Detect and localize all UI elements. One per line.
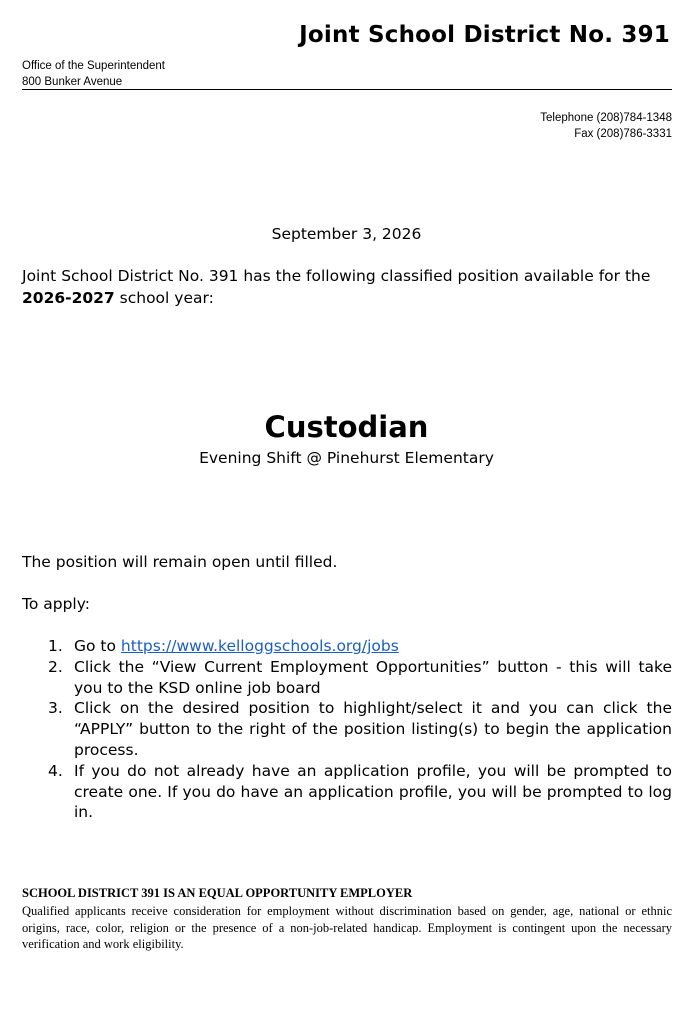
step-number: 4. [48,761,63,780]
school-year: 2026-2027 [22,289,115,307]
telephone: Telephone (208)784-1348 [540,112,672,124]
eeo-title: SCHOOL DISTRICT 391 IS AN EQUAL OPPORTUNITY EMPLOYER [22,886,413,900]
list-item [22,761,672,823]
office-address [22,58,165,90]
office-line: Office of the Superintendent [22,60,165,72]
jobs-link[interactable]: https://www.kelloggschools.org/jobs [120,637,399,655]
step-number: 2. [48,657,63,676]
list-item [22,698,672,760]
fax: Fax (208)786-3331 [574,128,672,140]
district-title: Joint School District No. 391 [299,22,670,48]
intro-paragraph [22,265,672,309]
step-text: Go to [74,637,121,655]
step-text: Click the “View Current Employment Opportunities” button - this will take you to the KSD online job board [74,657,672,697]
apply-heading: To apply: [22,595,90,613]
intro-text-end: school year: [114,289,214,307]
step-text: Click on the desired position to highlight/select it and you can click the “APPLY” button to the right of the position listing(s) to begin the application process. [74,699,672,759]
apply-steps [22,636,672,823]
intro-text: Joint School District No. 391 has the following classified position available for the [22,267,651,285]
step-number: 3. [48,699,63,718]
list-item [22,636,672,657]
step-number: 1. [48,637,63,655]
position-title: Custodian [264,410,429,444]
eeo-statement: Qualified applicants receive consideration for employment without discrimination based on gender, age, national or ethnic origins, race, color, religion or the presence of a non-job-related handicap. Employment is contingent upon the necessary verification and work eligibility. [22,904,672,951]
header-divider [22,89,672,90]
step-text: If you do not already have an application profile, you will be prompted to create one. If you do have an application profile, you will be prompted to log in. [74,761,672,822]
list-item [22,657,672,699]
letter-date: September 3, 2026 [271,225,422,243]
open-statement: The position will remain open until filled. [22,553,338,571]
contact-info [400,110,672,142]
address-line: 800 Bunker Avenue [22,76,123,88]
position-shift: Evening Shift @ Pinehurst Elementary [199,449,494,467]
